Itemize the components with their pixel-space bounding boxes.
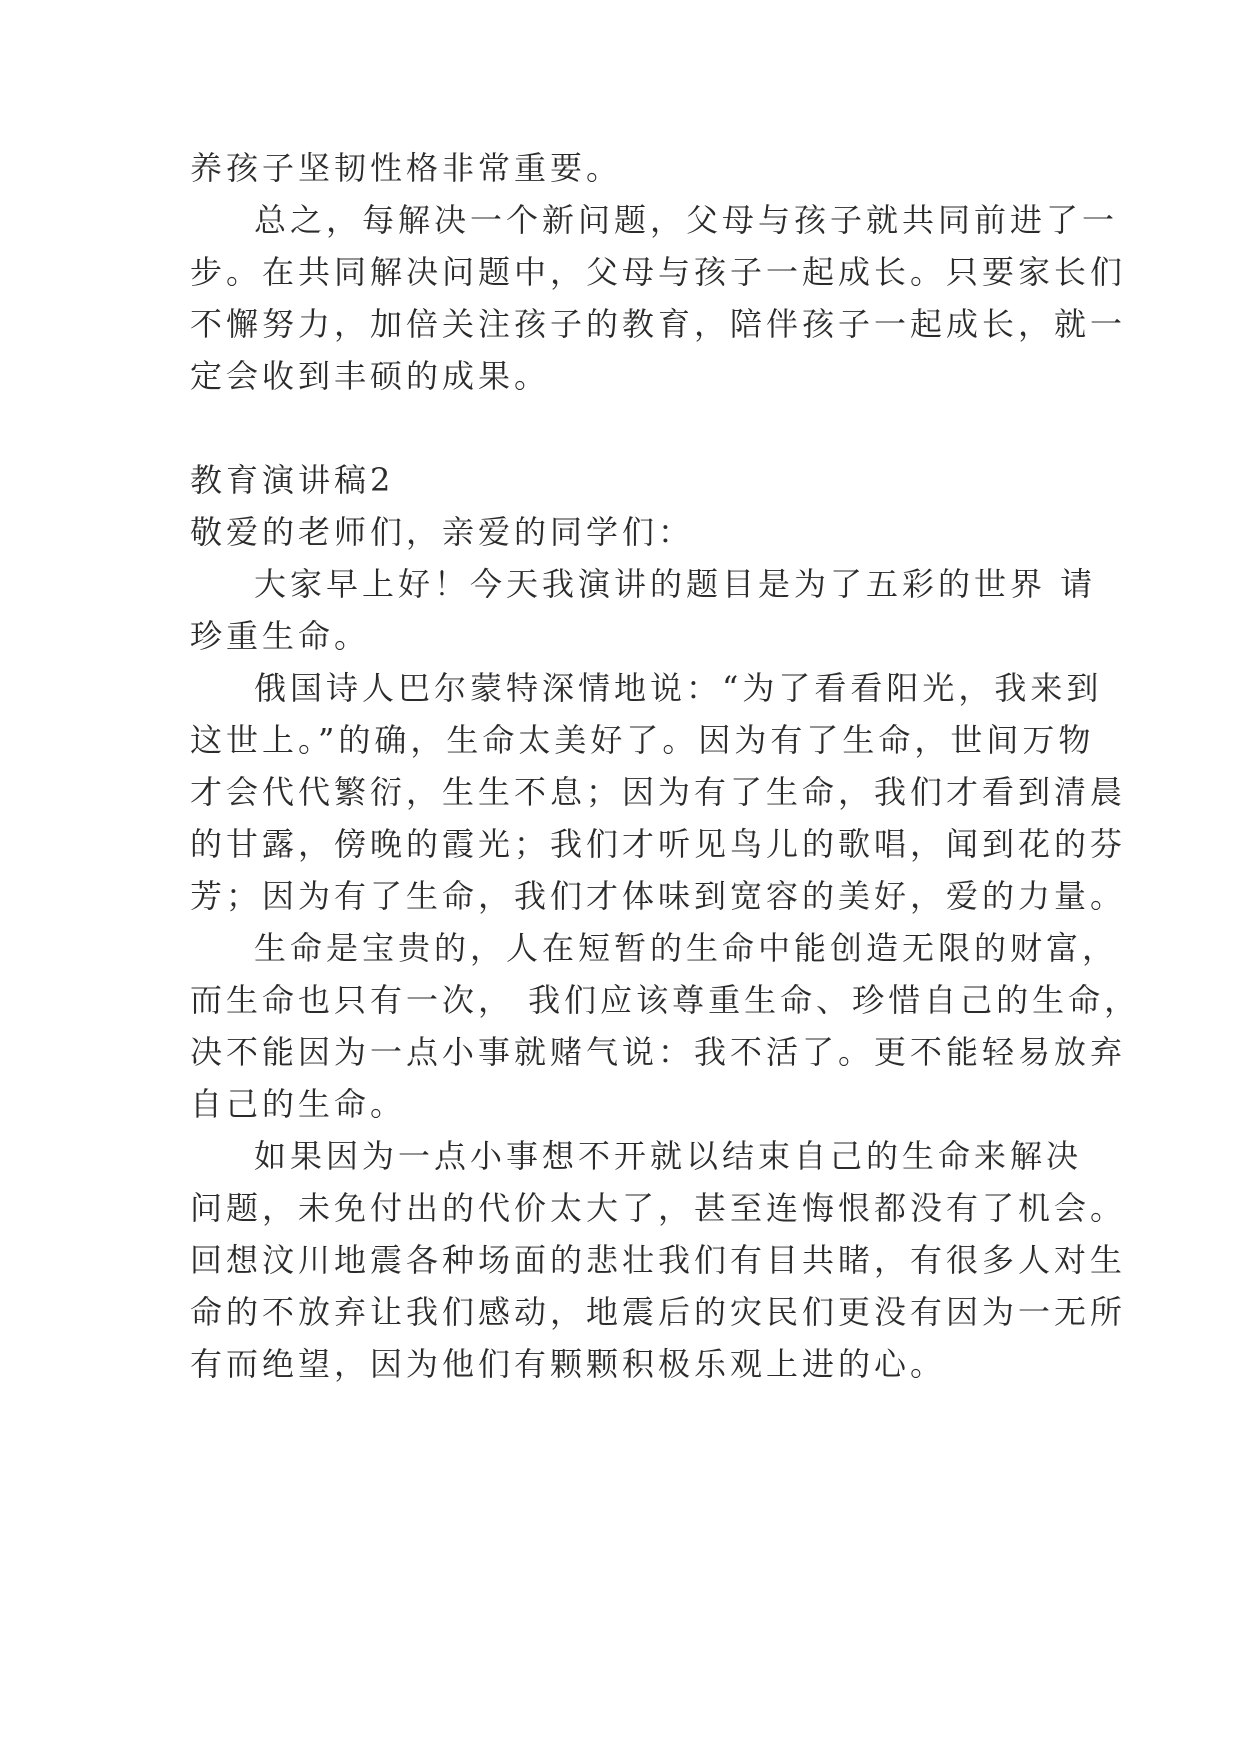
paragraph-line: 珍重生命。 [190, 617, 371, 655]
paragraph-line: 养孩子坚韧性格非常重要。 [190, 149, 623, 187]
paragraph-line: 而生命也只有一次， 我们应该尊重生命、珍惜自己的生命， [190, 981, 1141, 1019]
paragraph-line: 回想汶川地震各种场面的悲壮我们有目共睹，有很多人对生 [190, 1241, 1127, 1279]
paragraph-line: 定会收到丰硕的成果。 [190, 357, 551, 395]
paragraph-line: 如果因为一点小事想不开就以结束自己的生命来解决 [254, 1137, 1083, 1175]
paragraph-line: 问题，未免付出的代价太大了，甚至连悔恨都没有了机会。 [190, 1189, 1127, 1227]
paragraph-line: 才会代代繁衍，生生不息；因为有了生命，我们才看到清晨 [190, 773, 1127, 811]
paragraph-line: 这世上。”的确，生命太美好了。因为有了生命，世间万物 [190, 721, 1095, 759]
paragraph-line: 自己的生命。 [190, 1085, 407, 1123]
paragraph-line: 生命是宝贵的，人在短暂的生命中能创造无限的财富， [254, 929, 1119, 967]
paragraph-line: 总之，每解决一个新问题，父母与孩子就共同前进了一 [254, 201, 1119, 239]
paragraph-line: 决不能因为一点小事就赌气说：我不活了。更不能轻易放弃 [190, 1033, 1127, 1071]
salutation: 敬爱的老师们，亲爱的同学们： [190, 513, 695, 551]
paragraph-line: 芳；因为有了生命，我们才体味到宽容的美好，爱的力量。 [190, 877, 1127, 915]
paragraph-line: 有而绝望，因为他们有颗颗积极乐观上进的心。 [190, 1345, 947, 1383]
paragraph-line: 俄国诗人巴尔蒙特深情地说：“为了看看阳光，我来到 [254, 669, 1103, 707]
paragraph-line: 步。在共同解决问题中，父母与孩子一起成长。只要家长们 [190, 253, 1127, 291]
section-title: 教育演讲稿2 [190, 461, 395, 499]
paragraph-line: 的甘露，傍晚的霞光；我们才听见鸟儿的歌唱，闻到花的芬 [190, 825, 1127, 863]
paragraph-line: 命的不放弃让我们感动，地震后的灾民们更没有因为一无所 [190, 1293, 1127, 1331]
paragraph-line: 不懈努力，加倍关注孩子的教育，陪伴孩子一起成长，就一 [190, 305, 1127, 343]
paragraph-line: 大家早上好！今天我演讲的题目是为了五彩的世界 请 [254, 565, 1097, 603]
